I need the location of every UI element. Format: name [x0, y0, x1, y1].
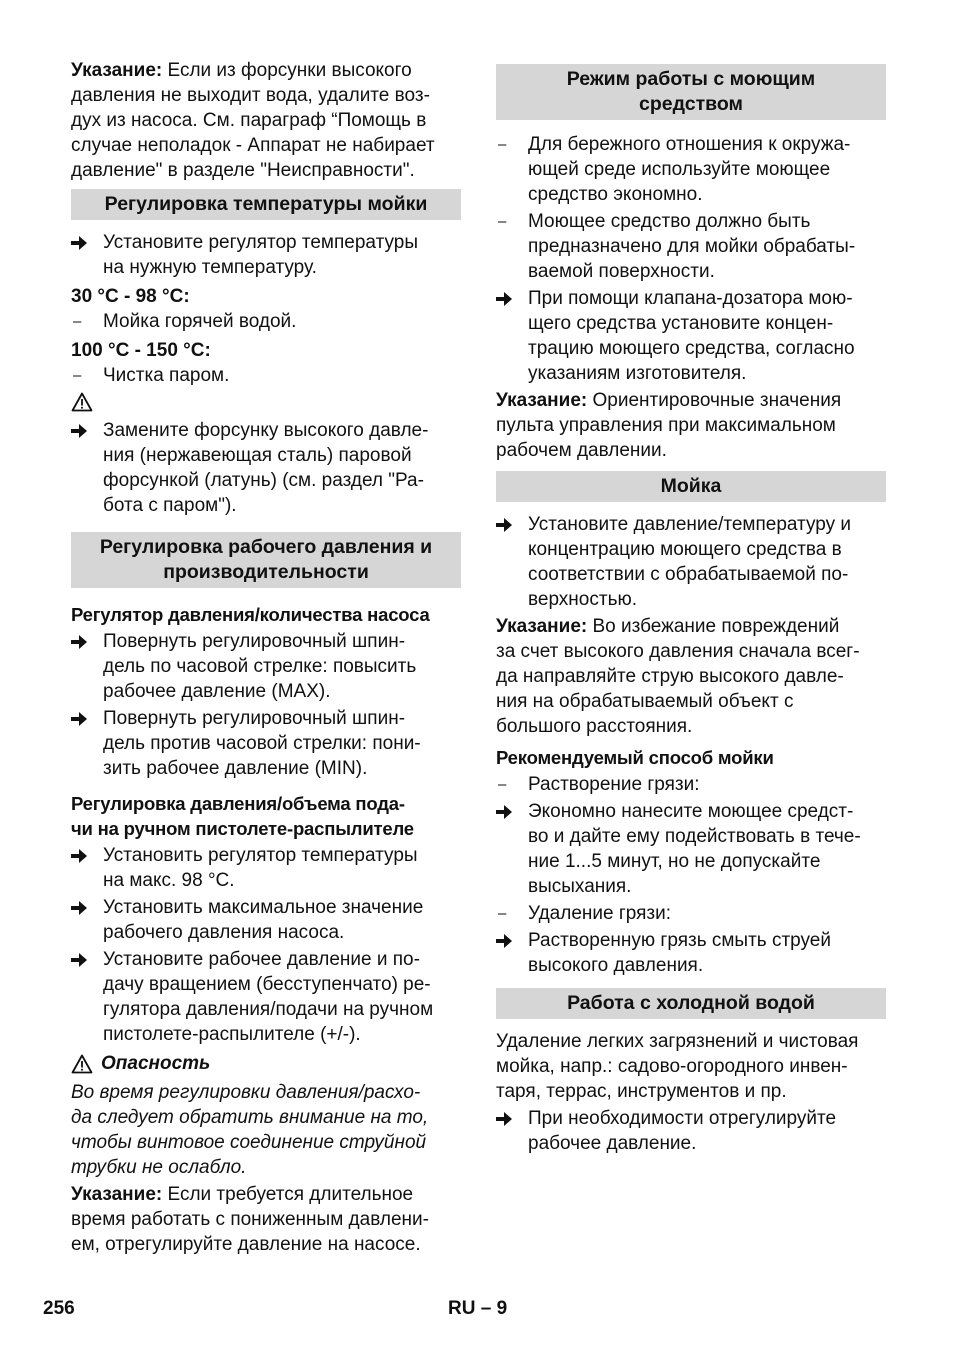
instruction-step: Установить максимальное значение рабочего давления насоса.	[71, 895, 461, 945]
page-number: 256	[43, 1298, 75, 1319]
list-item: – Чистка паром.	[73, 365, 230, 386]
arrow-right-icon	[71, 895, 103, 945]
subheading-recommended-method: Рекомендуемый способ мойки	[496, 747, 774, 768]
body-paragraph: Удаление легких загрязнений и чистовая мойка, напр.: садово-огородного инвен- таря, террас, инструментов и пр.	[496, 1031, 859, 1102]
dash-bullet: –	[498, 776, 507, 793]
instruction-step: При помощи клапана-дозатора мою- щего средства установите концен- трацию моющего средства, согласно указаниям изготовителя.	[496, 286, 886, 386]
dash-bullet: –	[73, 367, 82, 384]
dash-bullet: –	[73, 313, 82, 330]
arrow-right-icon	[496, 928, 528, 978]
subheading-gun-regulator: Регулировка давления/объема пода- чи на ручном пистолете-распылителе	[71, 793, 414, 839]
arrow-right-icon	[71, 706, 103, 781]
arrow-right-icon	[71, 843, 103, 893]
section-heading-detergent: Режим работы с моющим средством	[496, 64, 886, 120]
subheading-pump-regulator: Регулятор давления/количества насоса	[71, 604, 430, 625]
list-item: – Растворение грязи:	[498, 774, 700, 795]
arrow-right-icon	[71, 418, 103, 518]
dash-bullet: –	[498, 905, 507, 922]
instruction-step: Установите регулятор температуры на нужную температуру.	[71, 230, 461, 280]
warning-triangle-icon	[71, 390, 461, 418]
arrow-right-icon	[71, 947, 103, 1047]
arrow-right-icon	[496, 512, 528, 612]
list-item: – Удаление грязи:	[498, 903, 672, 924]
section-heading-washing: Мойка	[496, 471, 886, 502]
list-item: – Для бережного отношения к окружа- ющей среде используйте моющее средство экономно.	[498, 134, 851, 205]
list-item: – Мойка горячей водой.	[73, 311, 297, 332]
temperature-range-label: 30 °C - 98 °C:	[71, 286, 190, 307]
section-heading-cold-water: Работа с холодной водой	[496, 988, 886, 1019]
temperature-range-label: 100 °C - 150 °C:	[71, 340, 211, 361]
danger-text: Во время регулировки давления/расхо- да следует обратить внимание на то, чтобы винтовое соединение струйной трубки не ослабло.	[71, 1082, 429, 1178]
instruction-step: Экономно нанесите моющее средст- во и дайте ему подействовать в тече- ние 1...5 минут, но не допускайте высыхания.	[496, 799, 886, 899]
arrow-right-icon	[496, 286, 528, 386]
instruction-step: Замените форсунку высокого давле- ния (нержавеющая сталь) паровой форсункой (латунь) (см. раздел "Ра- бота с паром").	[71, 418, 461, 518]
instruction-step: Установите давление/температуру и концентрацию моющего средства в соответствии с обрабатываемой по- верхностью.	[496, 512, 886, 612]
note-paragraph: Указание: Ориентировочные значения пульта управления при максимальном рабочем давлении.	[496, 390, 842, 461]
danger-label: Опасность	[71, 1051, 461, 1076]
left-column	[71, 58, 461, 1259]
dash-bullet: –	[498, 213, 507, 230]
dash-bullet: –	[498, 136, 507, 153]
note-paragraph: Указание: Если требуется длительное время работать с пониженным давлени- ем, отрегулируйте давление на насосе.	[71, 1184, 429, 1255]
instruction-step: Повернуть регулировочный шпин- дель по часовой стрелке: повысить рабочее давление (MAX).	[71, 629, 461, 704]
warning-triangle-icon	[71, 1054, 93, 1074]
arrow-right-icon	[71, 629, 103, 704]
arrow-right-icon	[496, 1106, 528, 1156]
instruction-step: При необходимости отрегулируйте рабочее давление.	[496, 1106, 886, 1156]
arrow-right-icon	[71, 230, 103, 280]
note-paragraph: Указание: Если из форсунки высокого давления не выходит вода, удалите воз- дух из насоса. См. параграф “Помощь в случае неполадок - Аппарат не набирает давление" в разделе "Неисправности".	[71, 60, 435, 181]
right-column	[496, 58, 886, 1158]
list-item: – Моющее средство должно быть предназначено для мойки обрабаты- ваемой поверхности.	[498, 211, 856, 282]
instruction-step: Растворенную грязь смыть струей высокого давления.	[496, 928, 886, 978]
section-page-label: RU – 9	[448, 1298, 508, 1319]
section-heading-temperature: Регулировка температуры мойки	[71, 189, 461, 220]
section-heading-pressure: Регулировка рабочего давления и производительности	[71, 532, 461, 588]
note-paragraph: Указание: Во избежание повреждений за счет высокого давления сначала всег- да направляйте струю высокого давле- ния на обрабатываемый объект с большого расстояния.	[496, 616, 860, 737]
instruction-step: Повернуть регулировочный шпин- дель против часовой стрелки: пони- зить рабочее давление (MIN).	[71, 706, 461, 781]
arrow-right-icon	[496, 799, 528, 899]
instruction-step: Установите рабочее давление и по- дачу вращением (бесступенчато) ре- гулятора давления/подачи на ручном пистолете-распылителе (+/-).	[71, 947, 461, 1047]
instruction-step: Установить регулятор температуры на макс. 98 °C.	[71, 843, 461, 893]
